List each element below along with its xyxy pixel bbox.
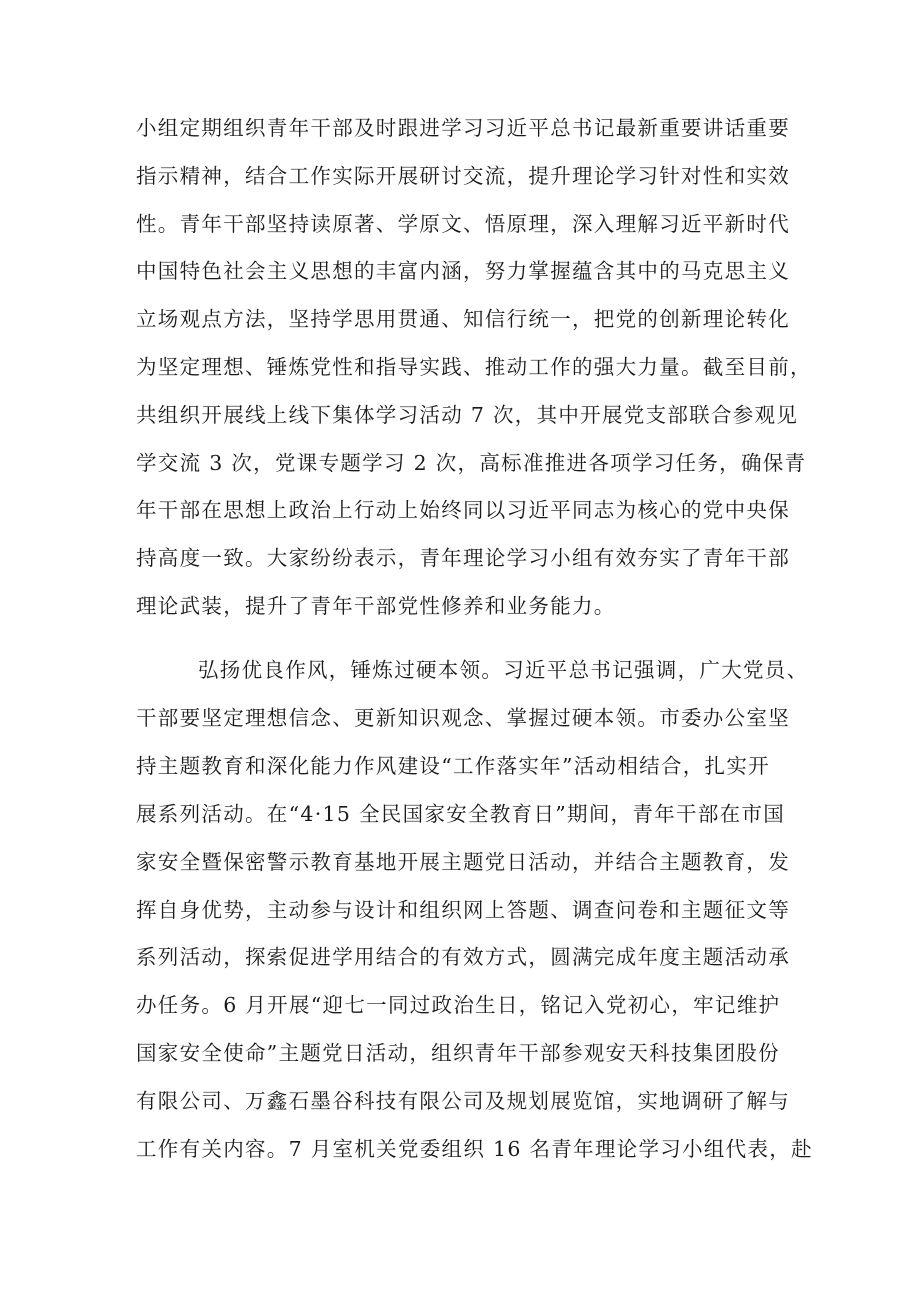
text-line: 工作有关内容。7 月室机关党委组织 16 名青年理论学习小组代表，赴 (136, 1137, 813, 1161)
text-line: 国家安全使命”主题党日活动，组织青年干部参观安天科技集团股份 (136, 1041, 780, 1066)
text-line: 理论武装，提升了青年干部党性修养和业务能力。 (136, 594, 616, 618)
text-line: 年干部在思想上政治上行动上始终同以习近平同志为核心的党中央保 (136, 498, 790, 523)
text-line: 挥自身优势，主动参与设计和组织网上答题、调查问卷和主题征文等 (136, 897, 790, 922)
text-line: 有限公司、万鑫石墨谷科技有限公司及规划展览馆，实地调研了解与 (136, 1089, 790, 1114)
text-line: 中国特色社会主义思想的丰富内涵，努力掌握蕴含其中的马克思主义 (136, 259, 790, 284)
text-line: 学交流 3 次，党课专题学习 2 次，高标准推进各项学习任务，确保青 (136, 450, 807, 475)
text-line: 干部要坚定理想信念、更新知识观念、掌握过硬本领。市委办公室坚 (136, 705, 790, 730)
text-line: 展系列活动。在“4·15 全民国家安全教育日”期间，青年干部在市国 (136, 801, 786, 826)
text-line: 办任务。6 月开展“迎七一同过政治生日，铭记入党初心，牢记维护 (136, 993, 781, 1018)
text-line: 家安全暨保密警示教育基地开展主题党日活动，并结合主题教育，发 (136, 849, 790, 874)
text-line: 共组织开展线上线下集体学习活动 7 次，其中开展党支部联合参观见 (136, 402, 799, 427)
text-line: 小组定期组织青年干部及时跟进学习习近平总书记最新重要讲话重要 (136, 116, 790, 140)
text-line: 为坚定理想、锤炼党性和指导实践、推动工作的强大力量。截至目前， (136, 355, 812, 379)
text-line: 系列活动，探索促进学用结合的有效方式，圆满完成年度主题活动承 (136, 945, 790, 970)
text-line: 弘扬优良作风，锤炼过硬本领。习近平总书记强调，广大党员、 (198, 658, 809, 682)
text-line: 持主题教育和深化能力作风建设“工作落实年”活动相结合，扎实开 (136, 753, 770, 778)
text-line: 持高度一致。大家纷纷表示，青年理论学习小组有效夯实了青年干部 (136, 546, 790, 571)
text-line: 指示精神，结合工作实际开展研讨交流，提升理论学习针对性和实效 (136, 163, 790, 188)
text-line: 性。青年干部坚持读原著、学原文、悟原理，深入理解习近平新时代 (136, 211, 790, 236)
text-line: 立场观点方法，坚持学思用贯通、知信行统一，把党的创新理论转化 (136, 307, 790, 332)
